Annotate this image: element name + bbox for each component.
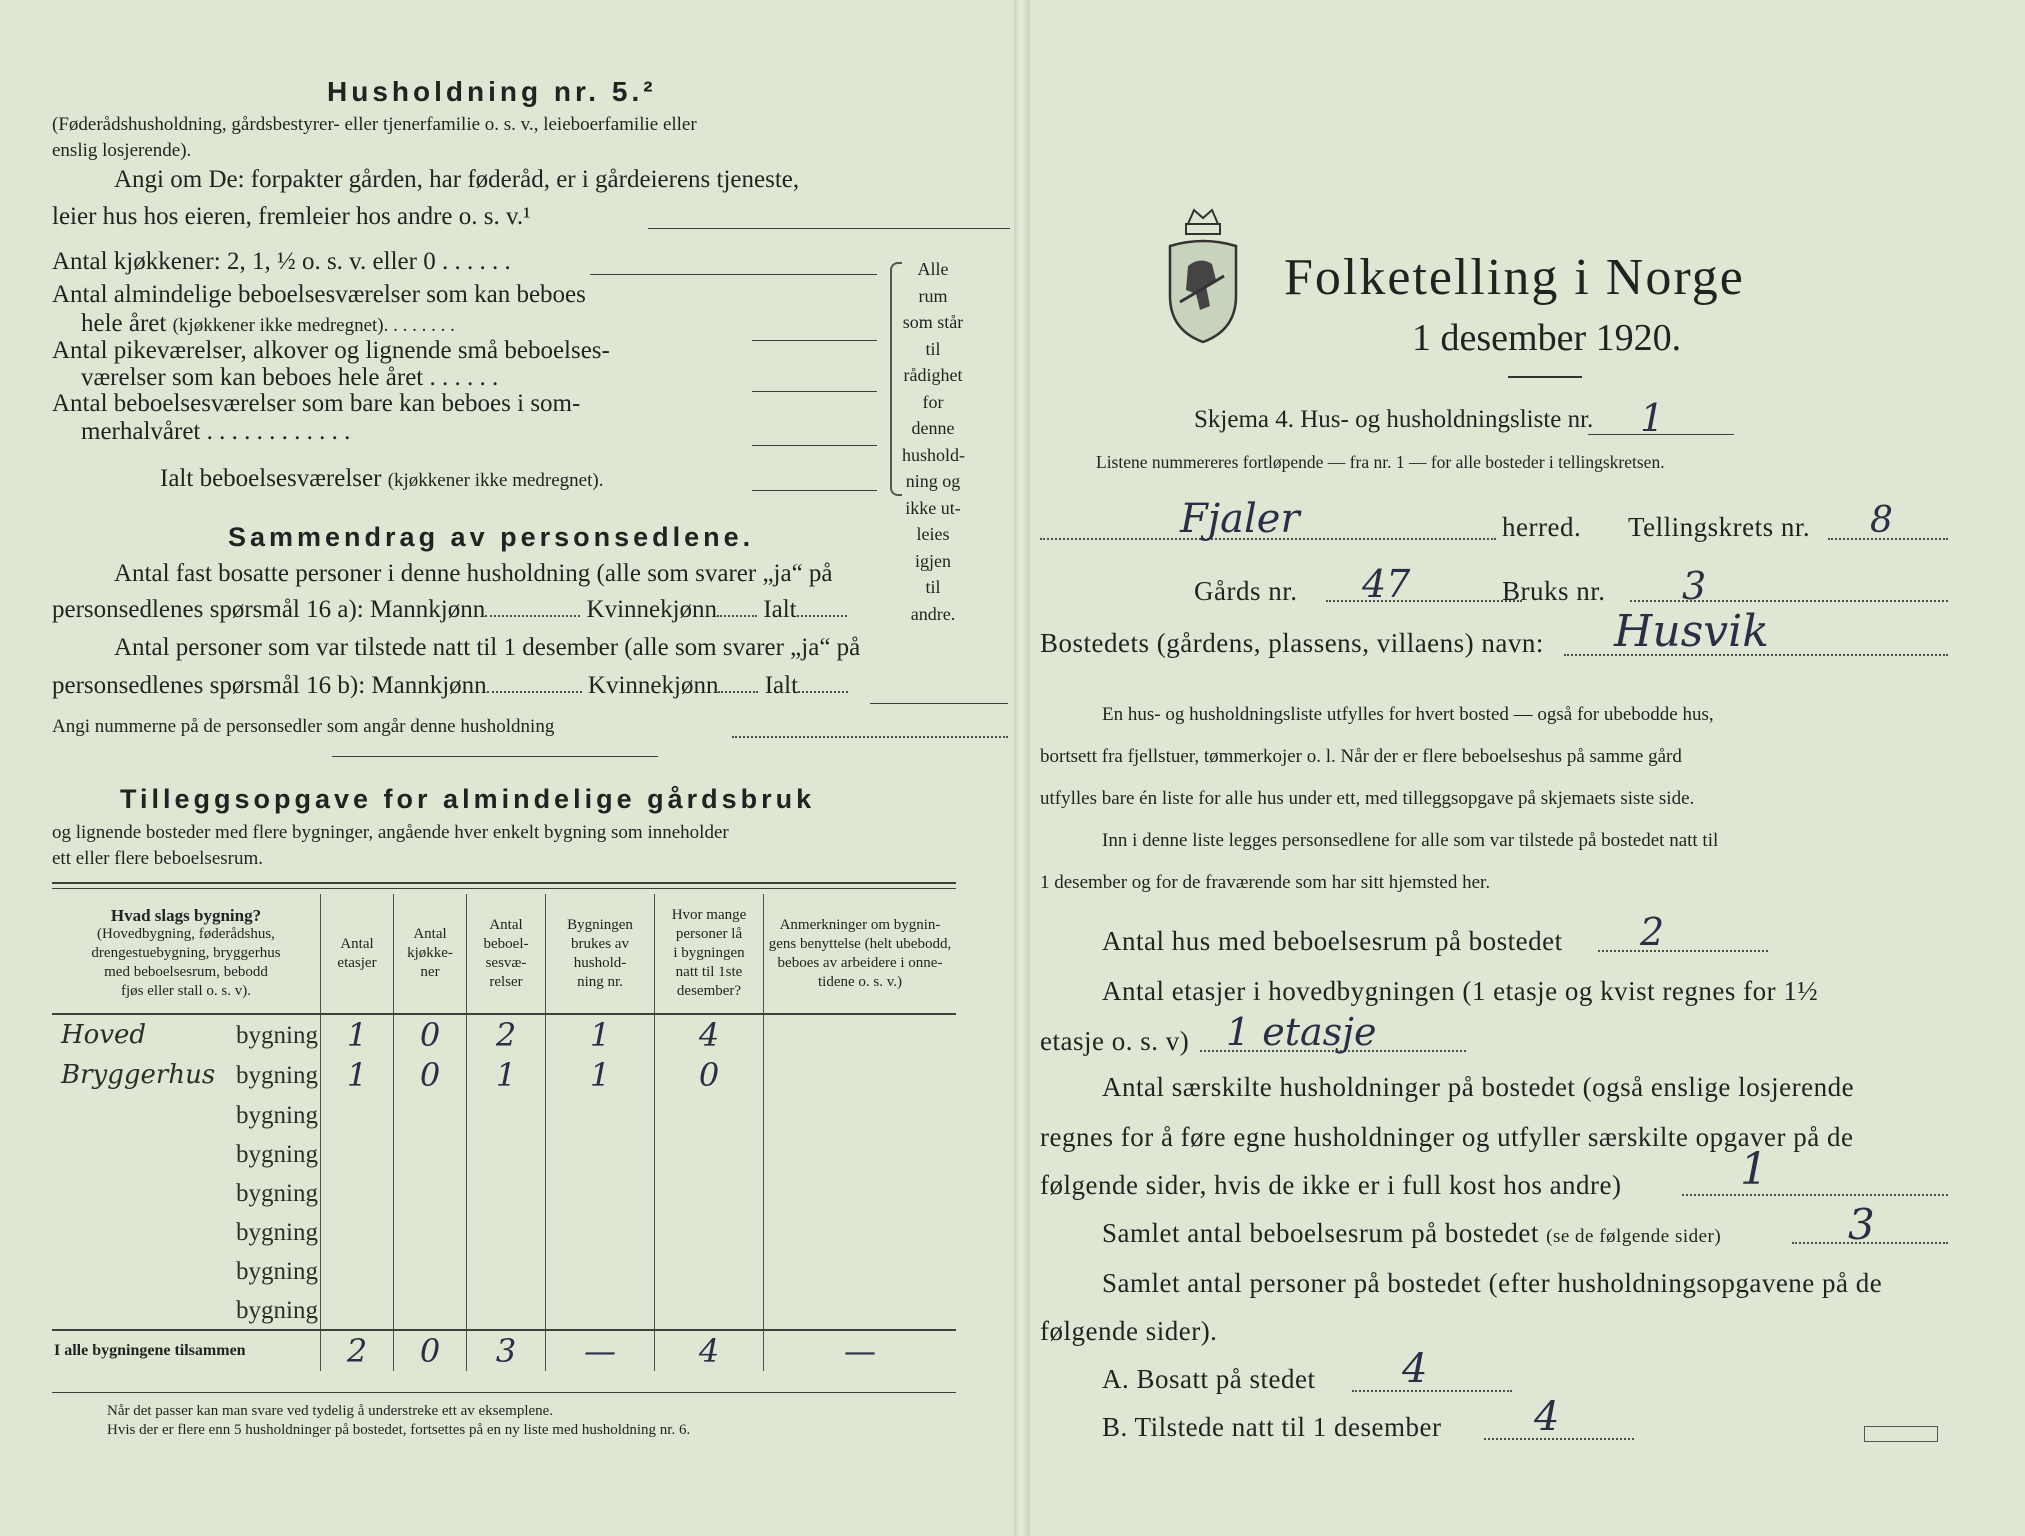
total-rooms-label: Ialt beboelsesværelser (kjøkkener ikke medregnet). [160,465,604,492]
cell-kjokken[interactable] [394,1173,467,1212]
total-anm[interactable]: — [764,1330,957,1371]
left-page [52,0,965,1536]
present-value[interactable]: 4 [1534,1394,1560,1440]
building-name: Bryggerhus [61,1060,216,1090]
summer-rooms-answer-line[interactable] [752,445,877,446]
present-total-underline [870,703,1008,704]
cell-vaerelser[interactable]: 1 [467,1055,546,1095]
gards-answer-line [1326,600,1522,602]
supplement-heading: Tilleggsopgave for almindelige gårdsbruk [120,784,816,814]
person-numbers-label: Angi nummerne på de personsedler som angår denne husholdning [52,716,555,737]
building-suffix: bygning [236,1101,318,1129]
cell-vaerelser[interactable] [467,1212,546,1251]
households-value[interactable]: 1 [1740,1144,1768,1195]
persons-question-line-1: Samlet antal personer på bostedet (efter husholdningsopgavene på de [1102,1268,1883,1298]
present-question-line-2: personsedlenes spørsmål 16 b): Mannkjønn Kvinnekjønn Ialt [52,672,848,700]
cell-husholdning[interactable]: 1 [546,1014,655,1055]
persons-question-line-2: følgende sider). [1040,1316,1218,1346]
herred-label: herred. [1502,512,1582,542]
gards-label: Gårds nr. [1194,576,1298,606]
col-header-building-type: Hvad slags bygning? (Hovedbygning, føderådshus, drengestuebygning, bryggerhus med beboelsesrum, bebodd fjøs eller stall o. s. v). [91,906,281,999]
cell-anm[interactable] [764,1134,957,1173]
present-question-line-1: Antal personer som var tilstede natt til 1 desember (alle som svarer „ja“ på [114,634,861,661]
occupancy-question-line-1: Angi om De: forpakter gården, har føderåd, er i gårdeierens tjeneste, [114,166,800,193]
cell-kjokken[interactable]: 0 [394,1055,467,1095]
households-question-line-3: følgende sider, hvis de ikke er i full kost hos andre) [1040,1170,1622,1200]
cell-anm[interactable] [764,1173,957,1212]
cell-personer[interactable] [655,1251,764,1290]
cell-vaerelser[interactable]: 2 [467,1014,546,1055]
cell-kjokken[interactable] [394,1212,467,1251]
households-answer-line [1682,1194,1948,1196]
kitchens-answer-line[interactable] [590,274,877,275]
maid-rooms-label-line-2: værelser som kan beboes hele året . . . . . . [81,364,499,391]
cell-vaerelser[interactable] [467,1095,546,1134]
cell-vaerelser[interactable] [467,1134,546,1173]
floors-value[interactable]: 1 etasje [1226,1010,1377,1054]
cell-husholdning[interactable]: 1 [546,1055,655,1095]
rooms-label-line-2: hele året (kjøkkener ikke medregnet). . . . . . . . [81,310,455,337]
col-header-kitchens: Antal kjøkke- ner [394,894,467,1014]
footnote-2: Hvis der er flere enn 5 husholdninger på bostedet, fortsettes på en ny liste med husholdning nr. 6. [107,1422,691,1438]
total-rooms-answer-line[interactable] [752,490,877,491]
col-header-remarks: Anmerkninger om bygnin- gens benyttelse (helt ubebodd, beboes av arbeidere i onne- tidene o. s. v.) [764,894,957,1014]
houses-count-line [1598,950,1768,952]
cell-vaerelser[interactable] [467,1251,546,1290]
building-suffix: bygning [236,1140,318,1168]
building-suffix: bygning [236,1218,318,1246]
cell-vaerelser[interactable] [467,1290,546,1330]
bruks-label: Bruks nr. [1502,576,1606,606]
table-row [52,1173,956,1212]
supplement-intro-line-2: ett eller flere beboelsesrum. [52,848,264,869]
cell-anm[interactable] [764,1055,957,1095]
table-row [52,1134,956,1173]
col-header-floors: Antal etasjer [321,894,394,1014]
cell-kjokken[interactable] [394,1095,467,1134]
tellingskrets-value[interactable]: 8 [1870,500,1893,541]
total-personer[interactable]: 4 [655,1330,764,1371]
cell-personer[interactable]: 4 [655,1014,764,1055]
table-row [52,1095,956,1134]
cell-anm[interactable] [764,1212,957,1251]
census-date: 1 desember 1920. [1412,317,1682,359]
schema-label: Skjema 4. Hus- og husholdningsliste nr. [1194,406,1594,433]
occupancy-question-line-2: leier hus hos eieren, fremleier hos andre o. s. v.¹ [52,203,531,230]
resident-answer-line [1352,1390,1512,1392]
cell-husholdning[interactable] [546,1212,655,1251]
footnote-1: Når det passer kan man svare ved tydelig å understreke ett av eksemplene. [107,1403,554,1419]
table-top-rule-1 [52,882,956,884]
table-total-row [52,1330,956,1371]
cell-husholdning[interactable] [546,1173,655,1212]
resident-question-line-1: Antal fast bosatte personer i denne husholdning (alle som svarer „ja“ på [114,560,833,587]
building-suffix: bygning [236,1257,318,1285]
cell-kjokken[interactable] [394,1251,467,1290]
title-divider [1508,376,1582,378]
center-fold [1014,0,1030,1536]
table-row [52,1290,956,1330]
table-row [52,1251,956,1290]
resident-value[interactable]: 4 [1402,1346,1428,1392]
building-type-cell[interactable] [52,1014,321,1055]
floors-question-line-2: etasje o. s. v) [1040,1026,1190,1056]
household-title: Husholdning nr. 5.² [327,76,657,107]
bruks-answer-line [1630,600,1948,602]
tellingskrets-label: Tellingskrets nr. [1628,512,1811,542]
maid-rooms-label-line-1: Antal pikeværelser, alkover og lignende små beboelses- [52,337,610,364]
cell-personer[interactable] [655,1095,764,1134]
building-type-cell[interactable] [52,1095,321,1134]
building-type-cell[interactable] [52,1212,321,1251]
building-suffix: bygning [236,1296,318,1324]
table-row [52,1212,956,1251]
resident-question-line-2: personsedlenes spørsmål 16 a): Mannkjønn Kvinnekjønn Ialt [52,596,847,624]
instruction-line-3: utfylles bare én liste for alle hus under ett, med tilleggsopgave på skjemaets siste side. [1040,788,1695,809]
total-husholdning[interactable]: — [546,1330,655,1371]
building-suffix: bygning [236,1179,318,1207]
total-kjokken[interactable]: 0 [394,1330,467,1371]
building-type-cell[interactable] [52,1173,321,1212]
total-row-label: I alle bygningene tilsammen [52,1330,321,1371]
cell-vaerelser[interactable] [467,1173,546,1212]
schema-nr-value[interactable]: 1 [1640,396,1665,440]
cell-etasjer[interactable]: 1 [321,1055,394,1095]
cell-etasjer[interactable] [321,1134,394,1173]
bruks-value[interactable]: 3 [1682,564,1707,608]
cell-personer[interactable] [655,1212,764,1251]
cell-anm[interactable] [764,1251,957,1290]
cell-etasjer[interactable] [321,1290,394,1330]
person-numbers-answer-line[interactable] [732,736,1008,738]
table-row [52,1014,956,1055]
rooms-answer-line[interactable] [752,340,877,341]
cell-husholdning[interactable] [546,1290,655,1330]
printer-stamp [1864,1426,1938,1442]
right-page [1040,0,1950,1536]
building-suffix: bygning [236,1062,318,1089]
gards-value[interactable]: 47 [1362,562,1411,606]
floors-question-line-1: Antal etasjer i hovedbygningen (1 etasje og kvist regnes for 1½ [1102,976,1819,1006]
cell-personer[interactable] [655,1173,764,1212]
buildings-table [52,894,956,1371]
section-divider [332,756,658,757]
kitchens-count-label: Antal kjøkkener: 2, 1, ½ o. s. v. eller 0 . . . . . . [52,248,511,275]
occupancy-answer-line[interactable] [648,228,1010,229]
houses-count-label: Antal hus med beboelsesrum på bostedet [1102,926,1563,956]
resident-label: A. Bosatt på stedet [1102,1364,1316,1394]
bosted-label: Bostedets (gårdens, plassens, villaens) navn: [1040,628,1544,658]
households-question-line-2: regnes for å føre egne husholdninger og utfyller særskilte opgaver på de [1040,1122,1854,1152]
present-label: B. Tilstede natt til 1 desember [1102,1412,1442,1442]
table-bottom-rule [52,1392,956,1393]
total-rooms-value[interactable]: 3 [1848,1200,1875,1249]
maid-rooms-answer-line[interactable] [752,391,877,392]
building-name: Hoved [61,1020,147,1050]
cell-kjokken[interactable] [394,1134,467,1173]
cell-husholdning[interactable] [546,1251,655,1290]
cell-kjokken[interactable]: 0 [394,1014,467,1055]
bracket-note: Alle rum som står til rådighet for denne hushold- ning og ikke ut- leies igjen til andre. [902,259,965,624]
building-type-cell[interactable] [52,1134,321,1173]
table-row [52,1055,956,1095]
houses-count-value[interactable]: 2 [1640,910,1665,954]
cell-etasjer[interactable] [321,1251,394,1290]
herred-value[interactable]: Fjaler [1180,496,1300,542]
cell-etasjer[interactable] [321,1095,394,1134]
total-vaerelser[interactable]: 3 [467,1330,546,1371]
household-intro-note-2: enslig losjerende). [52,140,192,161]
bosted-value[interactable]: Husvik [1614,606,1769,657]
instruction-line-2: bortsett fra fjellstuer, tømmerkojer o. l. Når der er flere beboelseshus på samme gård [1040,746,1682,767]
building-type-cell[interactable] [52,1055,321,1095]
cell-etasjer[interactable]: 1 [321,1014,394,1055]
cell-anm[interactable] [764,1014,957,1055]
col-header-persons: Hvor mange personer lå i bygningen natt til 1ste desember? [655,894,764,1014]
total-rooms-question: Samlet antal beboelsesrum på bostedet (se de følgende sider) [1102,1218,1722,1248]
census-title: Folketelling i Norge [1284,249,1745,306]
cell-kjokken[interactable] [394,1290,467,1330]
building-type-cell[interactable] [52,1290,321,1330]
cell-anm[interactable] [764,1290,957,1330]
instruction-line-5: 1 desember og for de fraværende som har sitt hjemsted her. [1040,872,1491,893]
building-type-cell[interactable] [52,1251,321,1290]
cell-husholdning[interactable] [546,1095,655,1134]
cell-etasjer[interactable] [321,1173,394,1212]
instruction-line-4: Inn i denne liste legges personsedlene for alle som var tilstede på bostedet natt til [1102,830,1719,851]
cell-anm[interactable] [764,1095,957,1134]
norwegian-coat-of-arms-icon [1160,206,1246,346]
summer-rooms-label-line-1: Antal beboelsesværelser som bare kan beboes i som- [52,390,581,417]
total-etasjer[interactable]: 2 [321,1330,394,1371]
cell-personer[interactable] [655,1290,764,1330]
instruction-line-1: En hus- og husholdningsliste utfylles for hvert bosted — også for ubebodde hus, [1102,704,1714,725]
numbering-note: Listene nummereres fortløpende — fra nr. 1 — for alle bosteder i tellingskretsen. [1096,452,1665,472]
summer-rooms-label-line-2: merhalvåret . . . . . . . . . . . . [81,418,351,445]
households-question-line-1: Antal særskilte husholdninger på bostedet (også enslige losjerende [1102,1072,1855,1102]
supplement-intro-line-1: og lignende bosteder med flere bygninger, angående hver enkelt bygning som inneholder [52,822,729,843]
cell-husholdning[interactable] [546,1134,655,1173]
cell-etasjer[interactable] [321,1212,394,1251]
cell-personer[interactable] [655,1134,764,1173]
table-top-rule-2 [52,888,956,889]
col-header-household-nr: Bygningen brukes av hushold- ning nr. [546,894,655,1014]
cell-personer[interactable]: 0 [655,1055,764,1095]
household-intro-note: (Føderådshusholdning, gårdsbestyrer- eller tjenerfamilie o. s. v., leieboerfamilie eller [52,114,697,135]
summary-heading: Sammendrag av personsedlene. [228,522,755,552]
rooms-bracket [890,262,902,496]
col-header-rooms: Antal beboel- sesvæ- relser [467,894,546,1014]
rooms-label-line-1: Antal almindelige beboelsesværelser som kan beboes [52,281,586,308]
building-suffix: bygning [236,1022,318,1049]
